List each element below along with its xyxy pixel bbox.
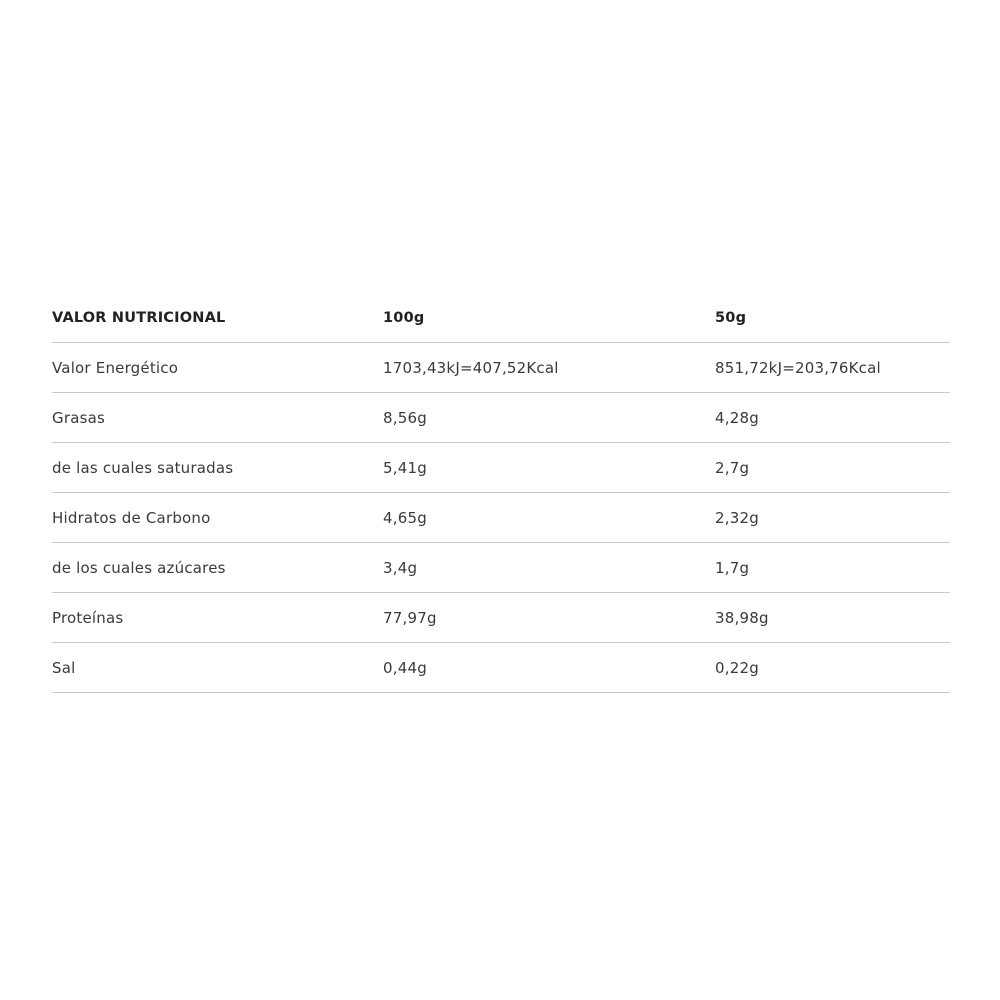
nutrition-table (52, 293, 950, 693)
table-row (52, 643, 950, 693)
value-100g: 4,65g (383, 493, 715, 543)
value-50g: 38,98g (715, 593, 950, 643)
value-50g: 0,22g (715, 643, 950, 693)
value-50g: 1,7g (715, 543, 950, 593)
nutrient-name: Valor Energético (52, 343, 383, 393)
value-100g: 77,97g (383, 593, 715, 643)
header-row (52, 293, 950, 343)
header-per-100g: 100g (383, 293, 715, 343)
nutrient-name: Grasas (52, 393, 383, 443)
table-body (52, 343, 950, 693)
value-100g: 5,41g (383, 443, 715, 493)
nutrient-name: de las cuales saturadas (52, 443, 383, 493)
table-row (52, 593, 950, 643)
nutrient-name: Sal (52, 643, 383, 693)
nutrient-name: de los cuales azúcares (52, 543, 383, 593)
value-50g: 851,72kJ=203,76Kcal (715, 343, 950, 393)
value-100g: 1703,43kJ=407,52Kcal (383, 343, 715, 393)
table-row (52, 543, 950, 593)
header-per-50g: 50g (715, 293, 950, 343)
nutrient-name: Hidratos de Carbono (52, 493, 383, 543)
value-50g: 2,7g (715, 443, 950, 493)
value-100g: 0,44g (383, 643, 715, 693)
table-row (52, 443, 950, 493)
header-nutritional-value: VALOR NUTRICIONAL (52, 293, 383, 343)
value-100g: 8,56g (383, 393, 715, 443)
table-row (52, 393, 950, 443)
table-row (52, 493, 950, 543)
nutrient-name: Proteínas (52, 593, 383, 643)
value-50g: 4,28g (715, 393, 950, 443)
value-50g: 2,32g (715, 493, 950, 543)
table-row (52, 343, 950, 393)
value-100g: 3,4g (383, 543, 715, 593)
table-header (52, 293, 950, 343)
